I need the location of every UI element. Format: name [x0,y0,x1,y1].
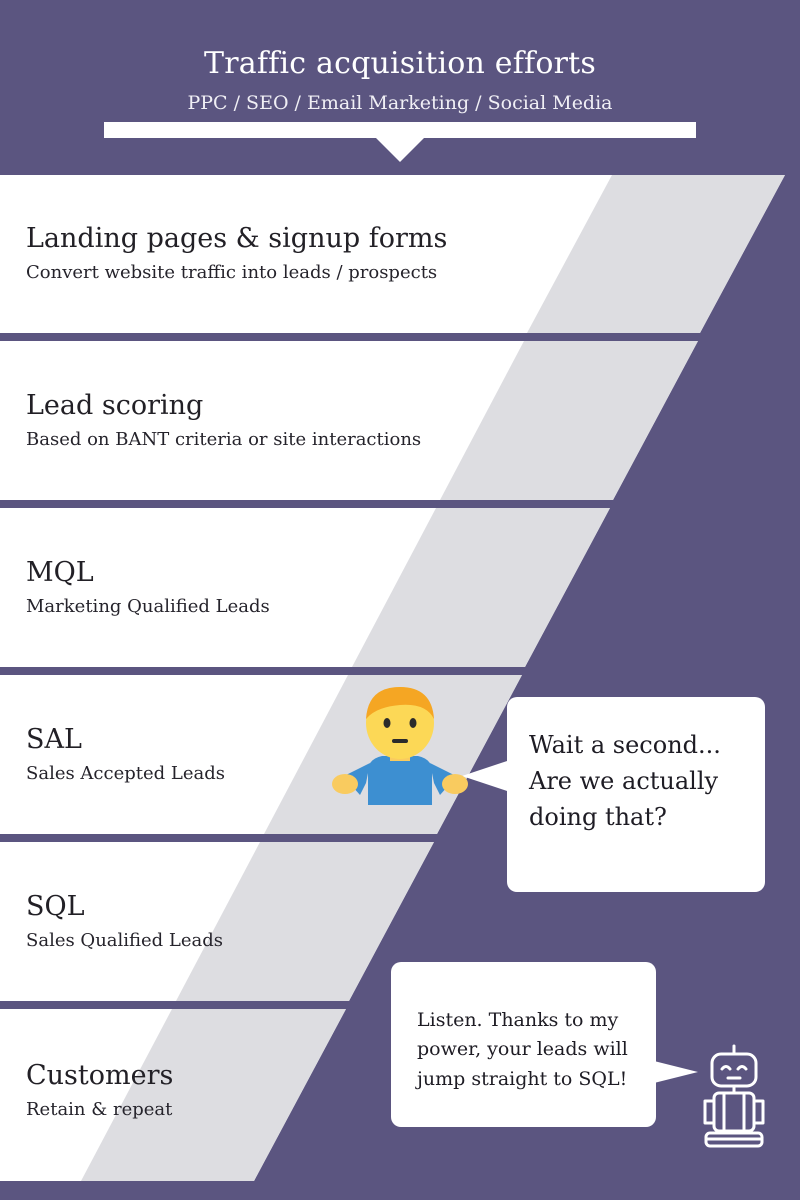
funnel-top-bar-fill [104,122,696,138]
funnel-stage-landing-pages[interactable] [0,175,800,333]
funnel-stage-lead-scoring[interactable] [0,341,800,500]
shrugging-person-icon [330,683,470,813]
speech-bubble-human-text: Wait a second... Are we actually doing that? [529,731,721,831]
stage-title: MQL [26,557,94,588]
speech-bubble-tail [650,1060,698,1084]
stage-subtitle: Marketing Qualified Leads [26,595,270,617]
stage-subtitle: Convert website traffic into leads / prospects [26,261,438,283]
funnel-stage-mql[interactable] [0,508,800,667]
stage-title: Lead scoring [26,390,204,421]
funnel-top-bar-notch [376,138,424,162]
stage-text [0,175,800,283]
stage-subtitle: Sales Qualified Leads [26,929,224,951]
stage-title: Landing pages & signup forms [26,223,448,254]
page-subtitle: PPC / SEO / Email Marketing / Social Media [187,92,613,114]
speech-bubble-human [507,697,765,892]
stage-text [0,508,800,617]
speech-bubble-bot [391,962,656,1127]
stage-subtitle: Based on BANT criteria or site interactions [26,428,422,450]
stage-title: SQL [26,891,85,922]
stage-subtitle: Retain & repeat [26,1098,173,1120]
stage-title: Customers [26,1060,174,1091]
stage-text [0,341,800,450]
robot-icon [693,1043,775,1156]
speech-bubble-bot-text: Listen. Thanks to my power, your leads will jump straight to SQL! [417,1009,628,1090]
page-title: Traffic acquisition efforts [204,46,596,81]
stage-title: SAL [26,724,82,755]
stage-subtitle: Sales Accepted Leads [26,762,225,784]
funnel-top-bar [104,122,696,138]
